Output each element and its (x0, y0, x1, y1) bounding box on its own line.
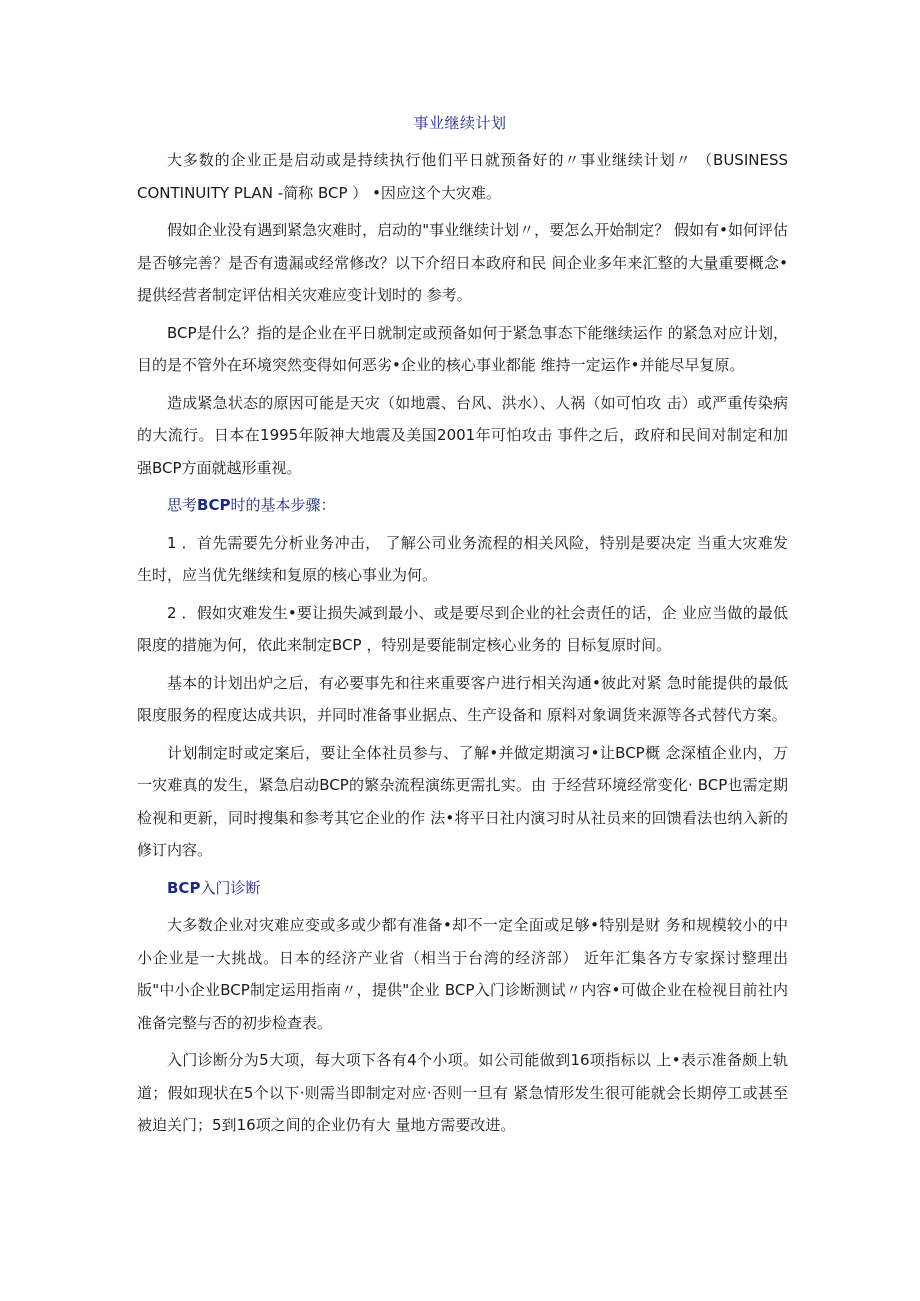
paragraph-causes: 造成紧急状态的原因可能是天灾（如地震、台风、洪水）、人祸（如可怕攻 击）或严重传染病的大流行。日本在1995年阪神大地震及美国2001年可怕攻击 事件之后，政府和民间对制定和加强BCP方面就越形重视。 (137, 393, 788, 477)
paragraph-communication: 基本的计划出炉之后，有必要事先和往来重要客户进行相关沟通•彼此对紧 急时能提供的最低限度服务的程度达成共识，并同时准备事业据点、生产设备和 原料对象调货来源等各式替代方案。 (137, 673, 788, 724)
document-title: 事业继续计划 (413, 114, 507, 132)
heading-bold-bcp: BCP (197, 496, 231, 514)
heading-bold-bcp-2: BCP (167, 878, 201, 897)
section-heading-diagnosis (137, 872, 788, 905)
section-heading-basic-steps (137, 489, 788, 522)
paragraph-what-is-bcp: BCP是什么？指的是企业在平日就制定或预备如何于紧急事态下能继续运作 的紧急对应计划，目的是不管外在环境突然变得如何恶劣•企业的核心事业都能 维持一定运作•并能尽早复原。 (137, 323, 788, 374)
paragraph-how-to-start: 假如企业没有遇到紧急灾难时，启动的"事业继续计划〃，要怎么开始制定？ 假如有•如何评估是否够完善？是否有遗漏或经常修改？以下介绍日本政府和民 间企业多年来汇整的大量重要概念•提供经营者制定评估相关灾难应变计划时的 参考。 (137, 221, 788, 304)
step-item-1: 1 ．首先需要先分析业务冲击， 了解公司业务流程的相关风险，特别是要决定 当重大灾难发生时，应当优先继续和复原的核心事业为何。 (137, 533, 788, 584)
paragraph-diagnosis-items: 入门诊断分为5大项，每大项下各有4个小项。如公司能做到16项指标以 上•表示准备颇上轨道；假如现状在5个以下·则需当即制定对应·否则一旦有 紧急情形发生很可能就会长期停工或甚至被迫关门；5到16项之间的企业仍有大 量地方需要改进。 (137, 1051, 788, 1134)
paragraph-sme-guide: 大多数企业对灾难应变或多或少都有准备•却不一定全面或足够•特别是财 务和规模较小的中小企业是一大挑战。日本的经济产业省（相当于台湾的经济部） 近年汇集各方专家探讨整理出版"中小企业BCP制定运用指南〃，提供"企业 BCP入门诊断测试〃内容•可做企业在检视目前社内准备完整与否的初步检查表。 (137, 916, 788, 1032)
paragraph-intro: 大多数的企业正是启动或是持续执行他们平日就预备好的〃事业继续计划〃 （BUSINESS CONTINUITY PLAN -简称 BCP ） •因应这个大灾难。 (137, 151, 788, 202)
step-item-2: 2 ．假如灾难发生•要让损失减到最小、或是要尽到企业的社会责任的话，企 业应当做的最低限度的措施为何，依此来制定BCP ，特别是要能制定核心业务的 目标复原时间。 (137, 603, 788, 654)
heading-prefix: 思考 (167, 496, 198, 514)
heading-suffix: 时的基本步骤： (230, 496, 336, 514)
paragraph-drills: 计划制定时或定案后，要让全体社员参与、了解•并做定期演习•让BCP概 念深植企业内，万一灾难真的发生，紧急启动BCP的繁杂流程演练更需扎实。由 于经营环境经常变化· BCP也需定期检视和更新，同时搜集和参考其它企业的作 法•将平日社内演习时从社员来的回馈看法也纳入新的修订内容。 (137, 743, 788, 859)
document-body (137, 144, 788, 1147)
heading-suffix-2: 入门诊断 (200, 878, 261, 897)
